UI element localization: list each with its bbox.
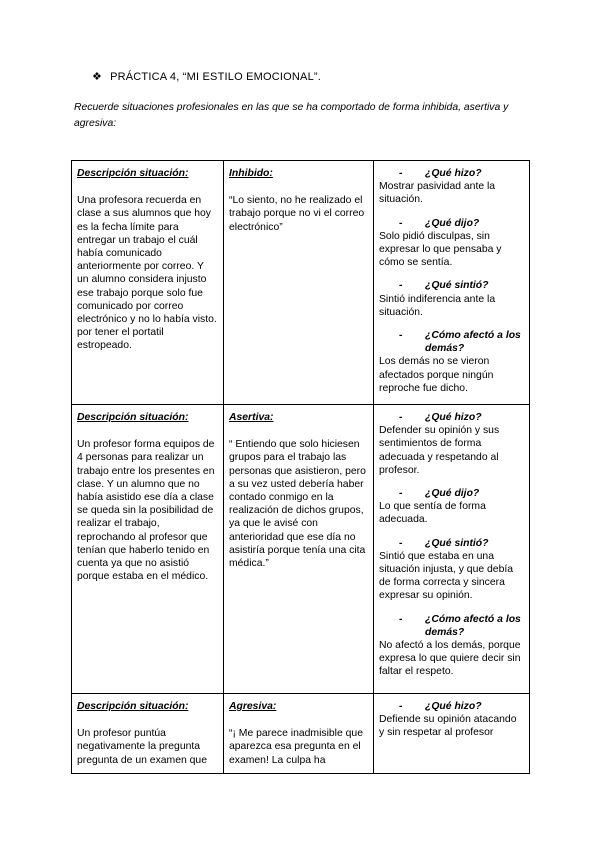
question: - ¿Cómo afectó a los demás? [379, 613, 524, 639]
answer: Mostrar pasividad ante la situación. [379, 181, 496, 206]
question: - ¿Qué sintió? [379, 279, 524, 292]
style-text: “Lo siento, no he realizado el trabajo porque no vi el correo electrónico” [229, 195, 365, 233]
situation-cell [72, 405, 224, 694]
style-header: Asertiva: [229, 412, 274, 423]
table-row [72, 161, 530, 405]
style-cell [224, 161, 374, 405]
question: - ¿Qué hizo? [379, 700, 524, 713]
question: - ¿Qué dijo? [379, 487, 524, 500]
situation-cell [72, 161, 224, 405]
situation-header: Descripción situación: [77, 701, 189, 712]
question: - ¿Qué dijo? [379, 217, 524, 230]
questions-cell [374, 405, 530, 694]
table-row [72, 405, 530, 694]
style-text: “ Entiendo que solo hiciesen grupos para el trabajo las personas que asistieron, pero a su vez usted debería haber contado conmigo en la realización de dichos grupos, ya que le avisé con anterioridad que ese día no asistiría porque tenía una cita médica.” [229, 439, 366, 570]
style-text: “¡ Me parece inadmisible que aparezca esa pregunta en el examen! La culpa ha [229, 728, 363, 766]
answer: Los demás no se vieron afectados porque ningún reproche fue dicho. [379, 356, 494, 394]
table-row [72, 694, 530, 774]
style-cell [224, 405, 374, 694]
answer: Defiende su opinión atacando y sin respetar al profesor [379, 714, 517, 739]
question: - ¿Cómo afectó a los demás? [379, 329, 524, 355]
answer: Lo que sentía de forma adecuada. [379, 501, 486, 526]
answer: Sintió que estaba en una situación injusta, y que debía de forma correcta y sincera expresar su opinión. [379, 550, 514, 602]
questions-cell [374, 161, 530, 405]
questions-cell [374, 694, 530, 774]
question: - ¿Qué sintió? [379, 537, 524, 550]
answer: No afectó a los demás, porque expresa lo que quiere decir sin faltar el respeto. [379, 640, 521, 678]
situation-cell [72, 694, 224, 774]
style-header: Inhibido: [229, 168, 273, 179]
diamond-bullet-icon: ❖ [92, 71, 103, 83]
intro-text: Recuerde situaciones profesionales en las que se ha comportado de forma inhibida, asertiva y agresiva: [74, 102, 509, 129]
situation-header: Descripción situación: [77, 412, 189, 423]
situation-header: Descripción situación: [77, 168, 189, 179]
title-text: PRÁCTICA 4, “MI ESTILO EMOCIONAL”. [110, 71, 322, 83]
answer: Defender su opinión y sus sentimientos de forma adecuada y respetando al profesor. [379, 425, 500, 476]
page-title [92, 70, 321, 83]
situations-table [71, 160, 530, 774]
style-header: Agresiva: [229, 701, 277, 712]
situation-text: Un profesor forma equipos de 4 personas para realizar un trabajo entre los presentes en clase. Y un alumno que no había asistido ese día a clase se queda sin la posibilidad de realizar el trabajo, reprochando al profesor que tenían que haberlo tenido en cuenta ya que no asistió porque estaba en el médico. [77, 439, 215, 583]
situation-text: Una profesora recuerda en clase a sus alumnos que hoy es la fecha límite para entregar un trabajo el cuál había comunicado anteriormente por correo. Y un alumno considera injusto ese trabajo porque solo fue comunicado por correo electrónico y no lo había visto. por tener el portatil estropeado. [77, 195, 217, 352]
style-cell [224, 694, 374, 774]
answer: Sintió indiferencia ante la situación. [379, 293, 496, 318]
question: - ¿Qué hizo? [379, 411, 524, 424]
question: - ¿Qué hizo? [379, 167, 524, 180]
situation-text: Un profesor puntúa negativamente la pregunta pregunta de un examen que [77, 728, 207, 766]
answer: Solo pidió disculpas, sin expresar lo que pensaba y cómo se sentía. [379, 230, 502, 269]
